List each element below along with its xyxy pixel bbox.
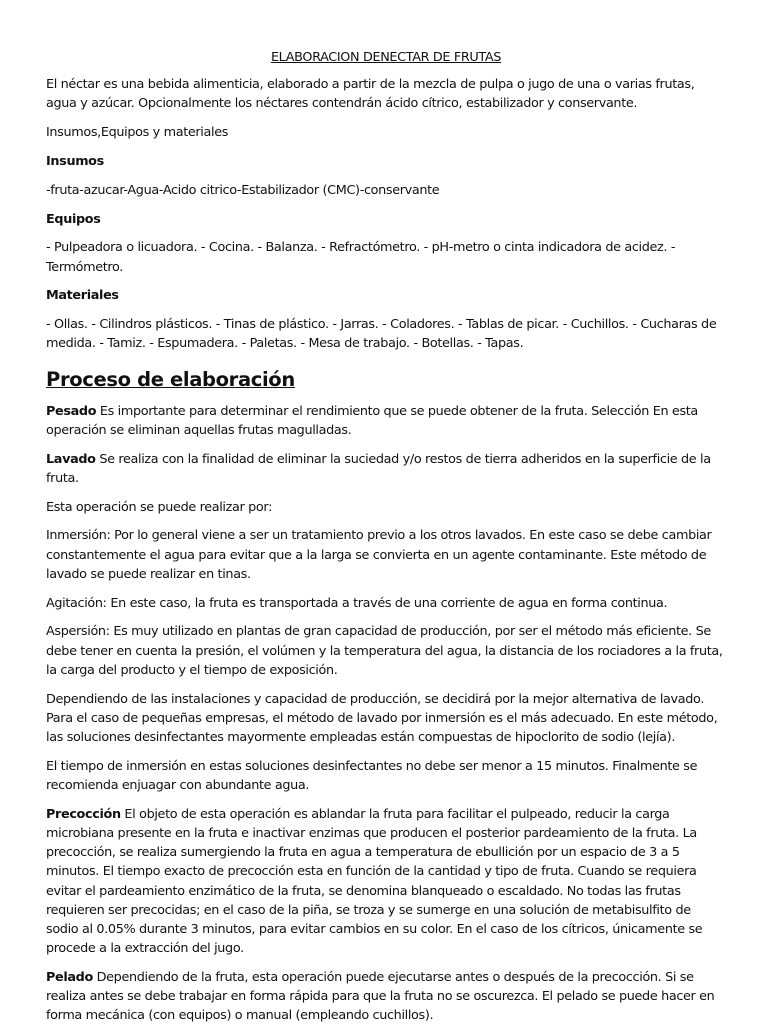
pesado-text: Es importante para determinar el rendimiento que se puede obtener de la fruta. Selección En esta operación se eliminan aquellas frutas magulladas. [46, 403, 698, 438]
equipos-heading: Equipos [46, 211, 101, 227]
lavado-text: Se realiza con la finalidad de eliminar la suciedad y/o restos de tierra adheridos en la superficie de la fruta. [46, 451, 711, 486]
precoccion-text: El objeto de esta operación es ablandar la fruta para facilitar el pulpeado, reducir la carga microbiana presente en la fruta e inactivar enzimas que producen el posterior pardeamiento de la fruta. La precocción, se realiza sumergiendo la fruta en agua a temperatura de ebullición por un espacio de 3 a 5 minutos. El tiempo exacto de precocción esta en función de la cantidad y tipo de fruta. Cuando se requiera evitar el pardeamiento enzimático de la fruta, se denomina blanqueado o escaldado. No todas las frutas requieren ser precocidas; en el caso de la piña, se troza y se sumerge en una solución de metabisulfito de sodio al 0.05% durante 3 minutos, para evitar cambios en su color. En el caso de los cítricos, únicamente se procede a la extracción del jugo. [46, 806, 703, 957]
pelado-paragraph [46, 968, 726, 1026]
intro-paragraph: El néctar es una bebida alimenticia, elaborado a partir de la mezcla de pulpa o jugo de una o varias frutas, agua y azúcar. Opcionalmente los néctares contendrán ácido cítrico, estabilizador y conservante. [46, 77, 695, 112]
precoccion-term: Precocción [46, 806, 121, 822]
inmersion-paragraph: Inmersión: Por lo general viene a ser un tratamiento previo a los otros lavados. En este caso se debe cambiar constantemente el agua para evitar que a la larga se convierta en un agente contaminante. Este método de lavado se puede realizar en tinas. [46, 528, 712, 582]
insumos-heading: Insumos [46, 154, 104, 169]
lavado-intro: Esta operación se puede realizar por: [46, 499, 273, 515]
document-page [46, 48, 726, 1035]
insumos-list: -fruta-azucar-Agua-Acido citrico-Estabilizador (CMC)-conservante [46, 182, 440, 198]
dependiendo-paragraph: Dependiendo de las instalaciones y capacidad de producción, se decidirá por la mejor alternativa de lavado. Para el caso de pequeñas empresas, el método de lavado por inmersión es el más adecuado. En este método, las soluciones desinfectantes mayormente empleadas están compuestas de hipoclorito de sodio (lejía). [46, 691, 718, 745]
supplies-heading: Insumos,Equipos y materiales [46, 125, 229, 141]
lavado-term: Lavado [46, 451, 96, 467]
document-title: ELABORACION DENECTAR DE FRUTAS [270, 50, 502, 65]
tiempo-paragraph: El tiempo de inmersión en estas soluciones desinfectantes no debe ser menor a 15 minutos. Finalmente se recomienda enjuagar con abundante agua. [46, 758, 698, 793]
precoccion-paragraph [46, 805, 726, 959]
aspersion-paragraph: Aspersión: Es muy utilizado en plantas de gran capacidad de producción, por ser el método más eficiente. Se debe tener en cuenta la presión, el volúmen y la temperatura del agua, la distancia de los rociadores a la fruta, la carga del producto y el tiempo de exposición. [46, 624, 723, 678]
pelado-text: Dependiendo de la fruta, esta operación puede ejecutarse antes o después de la precocción. Si se realiza antes se debe trabajar en forma rápida para que la fruta no se oscurezca. El pelado se puede hacer en forma mecánica (con equipos) o manual (empleando cuchillos). [46, 970, 715, 1024]
process-heading: Proceso de elaboración [46, 367, 295, 391]
materiales-list: - Ollas. - Cilindros plásticos. - Tinas de plástico. - Jarras. - Coladores. - Tablas de picar. - Cuchillos. - Cucharas de medida. - Tamiz. - Espumadera. - Paletas. - Mesa de trabajo. - Botellas. - Tapas. [46, 317, 717, 352]
pelado-term: Pelado [46, 970, 93, 986]
agitacion-paragraph: Agitación: En este caso, la fruta es transportada a través de una corriente de agua en forma continua. [46, 595, 668, 611]
equipos-list: - Pulpeadora o licuadora. - Cocina. - Balanza. - Refractómetro. - pH-metro o cinta indicadora de acidez. - Termómetro. [46, 240, 676, 275]
lavado-paragraph [46, 450, 726, 488]
pesado-paragraph [46, 402, 726, 440]
pesado-term: Pesado [46, 403, 97, 419]
materiales-heading: Materiales [46, 288, 119, 304]
